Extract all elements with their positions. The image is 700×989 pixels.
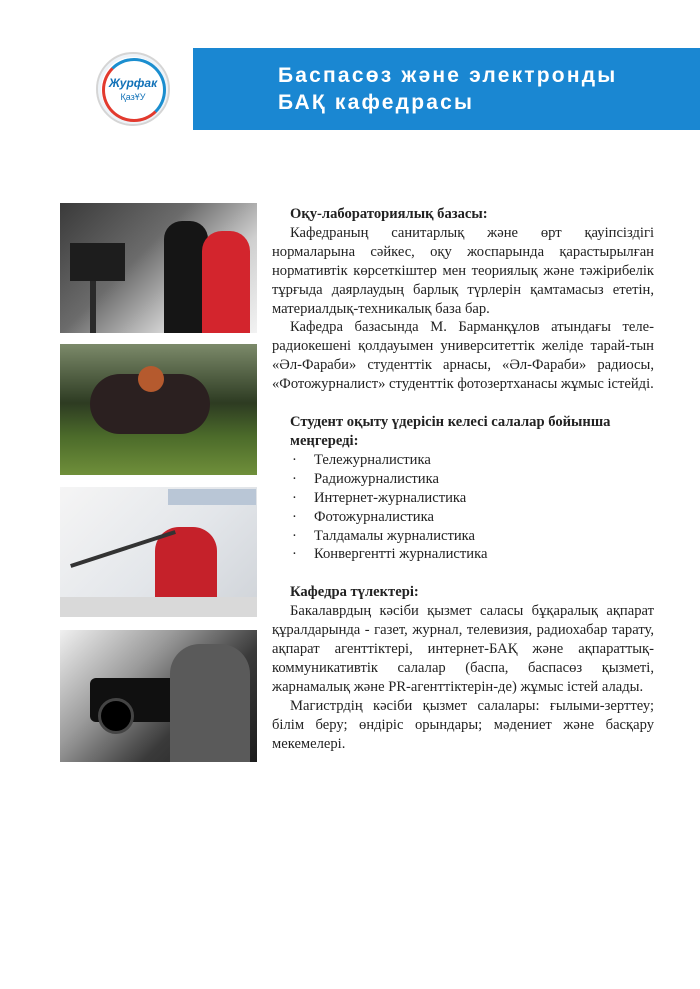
photo-cameraman	[60, 630, 257, 762]
camera-shape	[70, 243, 125, 281]
photo-radio-host	[60, 487, 257, 617]
bullet-icon: ·	[292, 527, 297, 544]
photo-tv-studio-presenters	[60, 203, 257, 333]
specializations-list	[272, 451, 654, 564]
logo-ring	[102, 58, 166, 122]
section-lab-paragraph-1: Кафедраның санитарлық және өрт қауіпсіздігі нормаларына сәйкес, оқу жоспарында қарастырылған нормативтік көрсеткіштер мен теориялық және тәжірибелік тұрғыда даярлаудың барлық түрлерін қамтамасыз ететін, материалдық-техникалық база бар.	[272, 224, 654, 317]
title-line-2: БАҚ кафедрасы	[278, 91, 475, 114]
section-graduates-heading: Кафедра түлектері:	[290, 584, 419, 601]
content-column	[272, 205, 654, 753]
header-band	[193, 48, 700, 130]
bullet-icon: ·	[292, 470, 297, 487]
list-item: · Тележурналистика	[292, 451, 431, 468]
tripod-shape	[90, 281, 96, 333]
section-lab-heading: Оқу-лабораториялық базасы:	[290, 206, 488, 222]
list-item: · Талдамалы журналистика	[292, 527, 476, 544]
photo-students-field-shoot	[60, 344, 257, 475]
title-line-1: Баспасөз және электронды	[278, 64, 618, 87]
bullet-icon: ·	[292, 508, 297, 525]
bullet-icon: ·	[292, 451, 297, 468]
bullet-icon: ·	[292, 489, 297, 506]
list-item: · Фотожурналистика	[292, 508, 434, 525]
section-lab-paragraph-2: Кафедра базасында М. Барманқұлов атындағы теле-радиокешені қолдауымен университеттік желіде тарай-тын «Әл-Фараби» студенттік арнасы, «Әл-Фараби» радиосы, «Фотожурналист» студенттік фотозертханасы жұмыс істейді.	[272, 319, 654, 393]
list-item: · Интернет-журналистика	[292, 489, 467, 506]
section-graduates-paragraph-2: Магистрдің кәсіби қызмет салалары: ғылыми-зерттеу; білім беру; өндіріс орындары; мәдениет және басқару мекемелері.	[272, 697, 654, 752]
faculty-logo	[96, 52, 170, 126]
section-specializations-heading: Студент оқыту үдерісін келесі салалар бойынша меңгереді:	[290, 414, 611, 449]
host-red-jacket	[155, 527, 217, 607]
red-hair-student	[138, 366, 164, 392]
list-item: · Радиожурналистика	[292, 470, 439, 487]
presenter-female	[202, 231, 250, 333]
section-graduates-paragraph-1: Бакалаврдың кәсіби қызмет саласы бұқаралық ақпарат құралдарында - газет, журнал, телевизия, радиохабар тарату, ақпарат агенттіктері, интернет-БАҚ және ақпараттық-коммуникативтік салалар (баспа, баспасөз қызметі, жарнамалық және PR-агенттіктерін-де) жұмыс істей алады.	[272, 603, 654, 695]
page-title	[278, 62, 617, 116]
logo-text-sub: ҚазҰУ	[120, 92, 146, 102]
operator	[170, 644, 250, 762]
bullet-icon: ·	[292, 546, 297, 563]
logo-text-main: Журфак	[108, 76, 158, 90]
wall-frame	[168, 489, 256, 505]
list-item: · Конвергентті журналистика	[292, 546, 488, 563]
camera-lens	[98, 698, 134, 734]
desk	[60, 597, 257, 617]
